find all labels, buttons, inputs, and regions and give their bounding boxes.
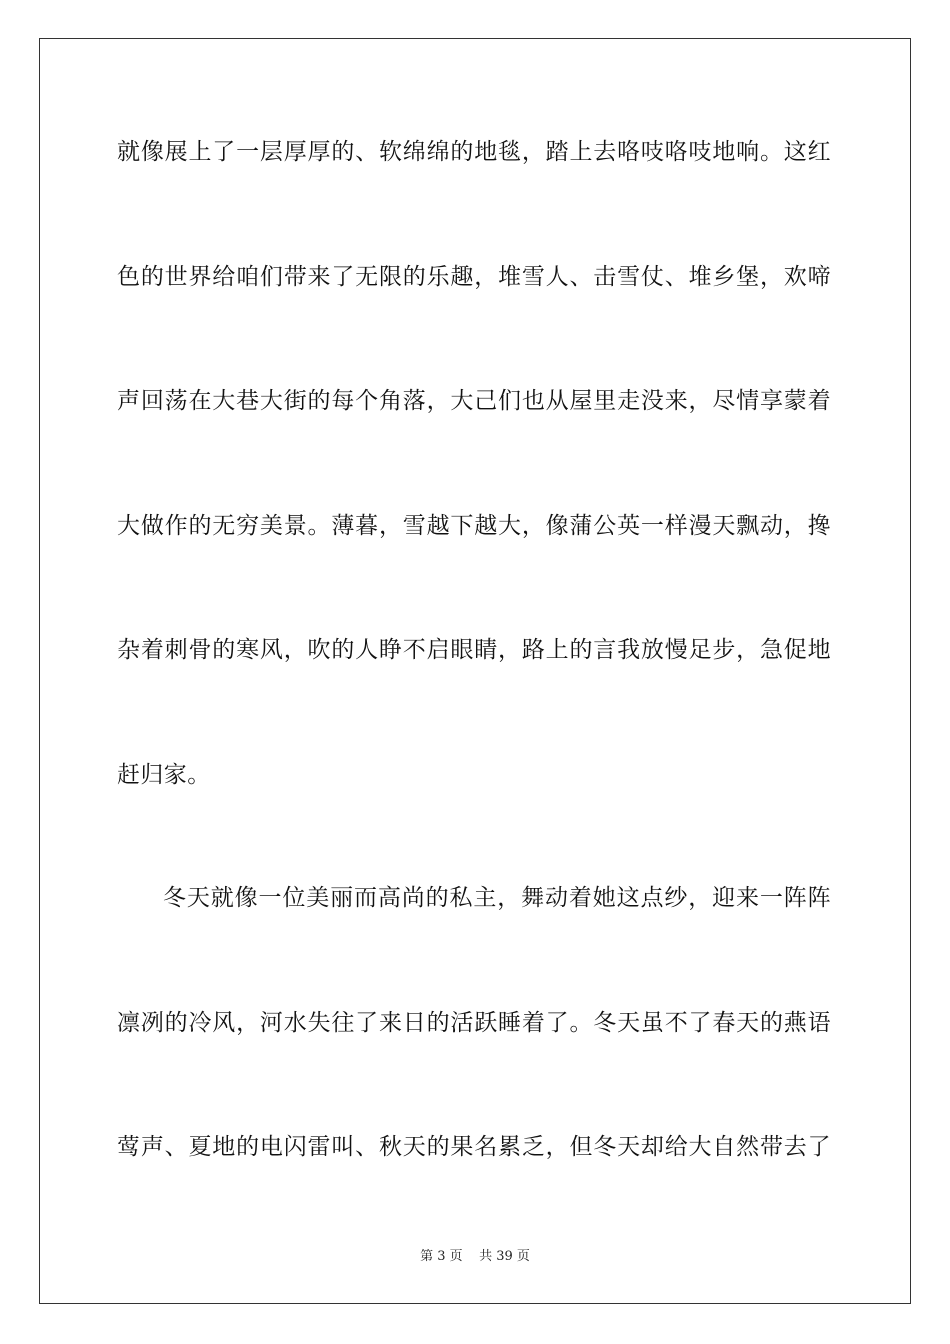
page-border xyxy=(39,38,911,1304)
body-text-line: 色的世界给咱们带来了无限的乐趣，堆雪人、击雪仗、堆乡堡，欢啼 xyxy=(117,264,831,290)
page-number: 第 3 页 共 39 页 xyxy=(420,1249,530,1264)
paragraph-first-line: 冬天就像一位美丽而高尚的私主，舞动着她这点纱，迎来一阵阵 xyxy=(163,885,831,911)
body-text-line: 凛冽的冷风，河水失往了来日的活跃睡着了。冬天虽不了春天的燕语 xyxy=(117,1010,831,1036)
body-text-line: 就像展上了一层厚厚的、软绵绵的地毯，踏上去咯吱咯吱地响。这红 xyxy=(117,139,831,165)
body-text-line: 赶归家。 xyxy=(117,762,211,788)
body-text-line: 莺声、夏地的电闪雷叫、秋天的果名累乏，但冬天却给大自然带去了 xyxy=(117,1134,831,1160)
body-text-line: 声回荡在大巷大街的每个角落，大己们也从屋里走没来，尽情享蒙着 xyxy=(117,388,831,414)
body-text-line: 大做作的无穷美景。薄暮，雪越下越大，像蒲公英一样漫天飘动，搀 xyxy=(117,513,831,539)
body-text-line: 杂着刺骨的寒风，吹的人睁不启眼睛，路上的言我放慢足步，急促地 xyxy=(117,637,831,663)
